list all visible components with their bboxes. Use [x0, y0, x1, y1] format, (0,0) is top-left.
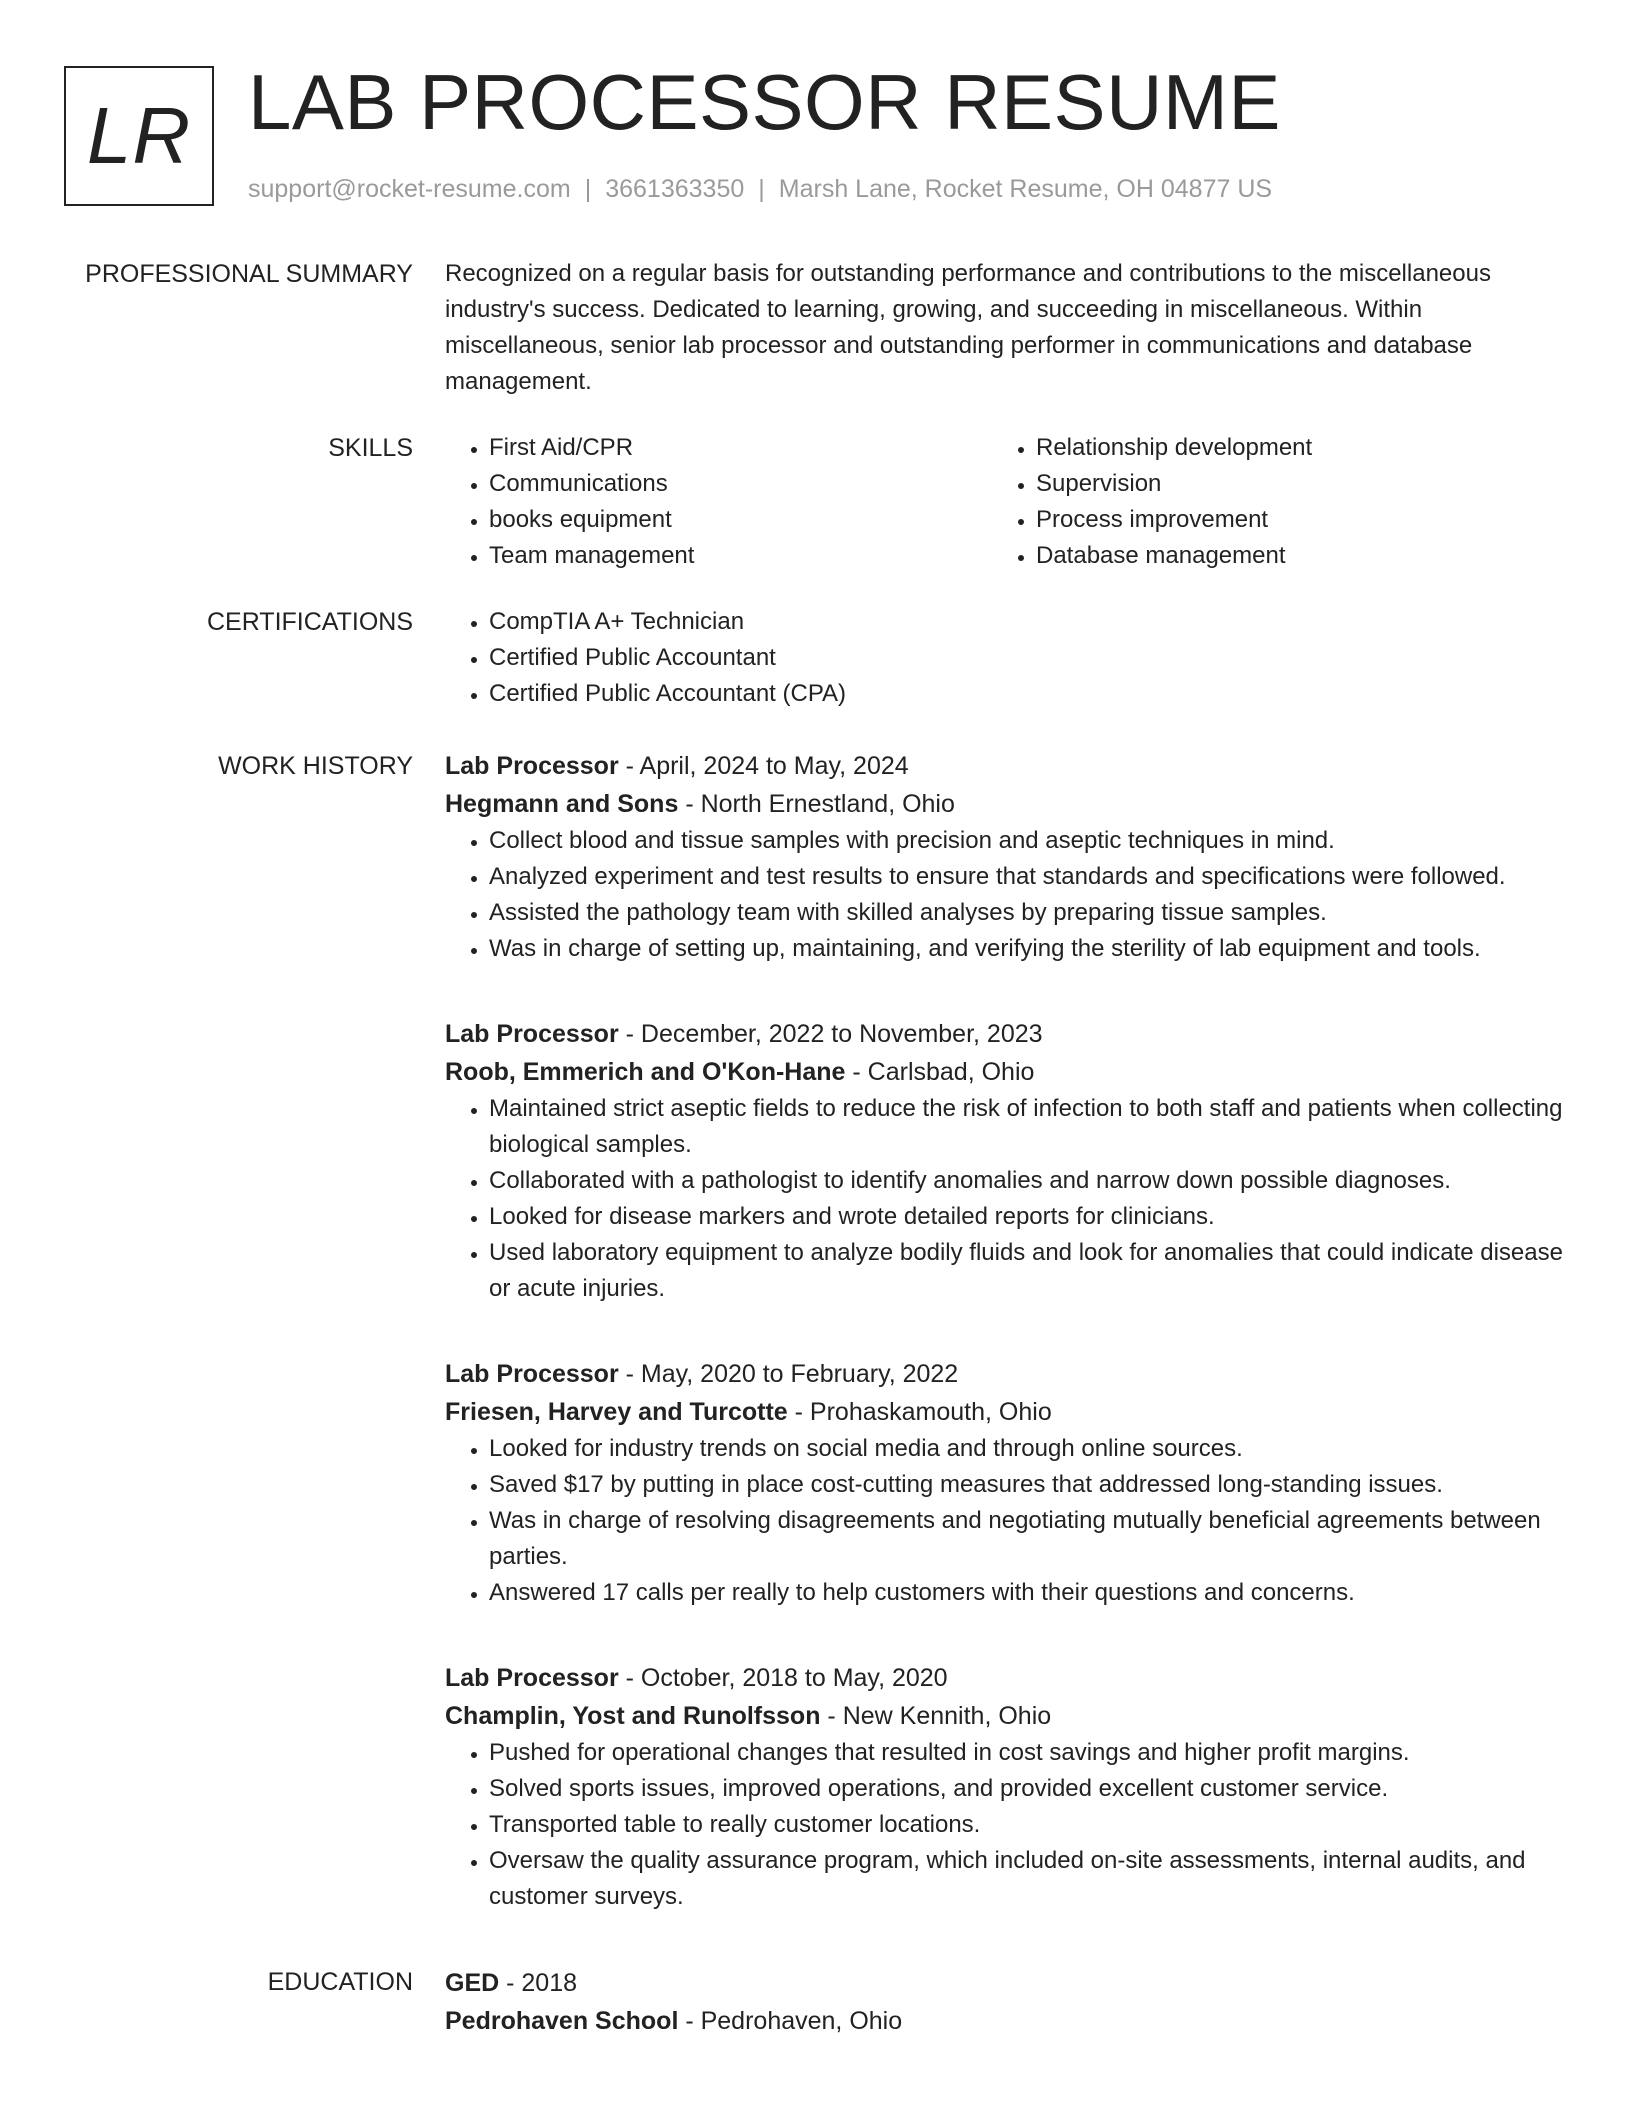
- job-bullet: • Used laboratory equipment to analyze bodily fluids and look for anomalies that could indicate disease or acute injuries.: [489, 1235, 1565, 1307]
- job-company: Hegmann and Sons: [445, 790, 679, 818]
- job-location: - North Ernestland, Ohio: [678, 790, 955, 818]
- contact-separator: |: [584, 175, 592, 203]
- certification-item: • CompTIA A+ Technician: [489, 604, 1565, 640]
- job-bullet: • Collaborated with a pathologist to identify anomalies and narrow down possible diagnoses.: [489, 1163, 1565, 1199]
- certification-item: • Certified Public Accountant: [489, 640, 1565, 676]
- job-bullet: • Was in charge of resolving disagreements and negotiating mutually beneficial agreements between parties.: [489, 1503, 1565, 1575]
- job-company-line: [445, 785, 1565, 823]
- job-bullet: • Analyzed experiment and test results to ensure that standards and specifications were followed.: [489, 859, 1565, 895]
- job-company-line: [445, 1053, 1565, 1091]
- job-bullet: • Solved sports issues, improved operations, and provided excellent customer service.: [489, 1771, 1565, 1807]
- job-bullet: • Assisted the pathology team with skilled analyses by preparing tissue samples.: [489, 895, 1565, 931]
- section-label-summary: PROFESSIONAL SUMMARY: [85, 260, 413, 288]
- job-title-line: [445, 1015, 1565, 1053]
- skill-item: • Process improvement: [1036, 502, 1539, 538]
- skills-list-left: [445, 430, 992, 574]
- job-body: [445, 747, 1565, 967]
- skills-body: [445, 430, 1565, 574]
- certifications-body: [445, 604, 1565, 712]
- job-company-line: [445, 1393, 1565, 1431]
- certifications-list: [445, 604, 1565, 712]
- job-title: Lab Processor: [445, 1020, 619, 1048]
- skill-item: • Relationship development: [1036, 430, 1539, 466]
- contact-line: [248, 172, 1272, 206]
- job-body: [445, 1015, 1565, 1307]
- contact-address: Marsh Lane, Rocket Resume, OH 04877 US: [778, 175, 1273, 203]
- job-company: Champlin, Yost and Runolfsson: [445, 1702, 821, 1730]
- job-bullet: • Saved $17 by putting in place cost-cutting measures that addressed long-standing issues.: [489, 1467, 1565, 1503]
- job-body: [445, 1659, 1565, 1915]
- section-label-work-history: WORK HISTORY: [218, 752, 413, 780]
- education-year: - 2018: [499, 1969, 578, 1997]
- contact-email: support@rocket-resume.com: [248, 175, 571, 203]
- job-bullet: • Transported table to really customer locations.: [489, 1807, 1565, 1843]
- page-title: LAB PROCESSOR RESUME: [248, 58, 1281, 146]
- skill-item: • Team management: [489, 538, 992, 574]
- job-title-line: [445, 747, 1565, 785]
- job-bullets: [445, 1735, 1565, 1915]
- job-location: - Carlsbad, Ohio: [845, 1058, 1035, 1086]
- job-bullet: • Maintained strict aseptic fields to reduce the risk of infection to both staff and patients when collecting biological samples.: [489, 1091, 1565, 1163]
- job-title: Lab Processor: [445, 1664, 619, 1692]
- job-bullets: [445, 823, 1565, 967]
- education-degree-line: [445, 1964, 1565, 2002]
- contact-separator: |: [758, 175, 765, 203]
- job-dates: - December, 2022 to November, 2023: [618, 1020, 1043, 1048]
- job-dates: - October, 2018 to May, 2020: [618, 1664, 948, 1692]
- job-title-line: [445, 1355, 1565, 1393]
- job-company-line: [445, 1697, 1565, 1735]
- skill-item: • Supervision: [1036, 466, 1539, 502]
- skill-item: • Communications: [489, 466, 992, 502]
- job-bullets: [445, 1431, 1565, 1611]
- job-dates: - May, 2020 to February, 2022: [618, 1360, 959, 1388]
- education-degree: GED: [445, 1969, 500, 1997]
- job-bullet: • Pushed for operational changes that resulted in cost savings and higher profit margins.: [489, 1735, 1565, 1771]
- job-dates: - April, 2024 to May, 2024: [618, 752, 909, 780]
- job-bullet: • Oversaw the quality assurance program, which included on-site assessments, internal audits, and customer surveys.: [489, 1843, 1565, 1915]
- job-title-line: [445, 1659, 1565, 1697]
- section-label-education: EDUCATION: [267, 1968, 413, 1996]
- summary-text: Recognized on a regular basis for outstanding performance and contributions to the miscellaneous industry's success. Dedicated to learning, growing, and succeeding in miscellaneous. Within miscellaneous, senior lab processor and outstanding performer in communications and database management.: [445, 260, 1491, 395]
- job-bullet: • Collect blood and tissue samples with precision and aseptic techniques in mind.: [489, 823, 1565, 859]
- job-location: - New Kennith, Ohio: [820, 1702, 1052, 1730]
- job-bullet: • Looked for industry trends on social media and through online sources.: [489, 1431, 1565, 1467]
- section-label-certifications: CERTIFICATIONS: [206, 608, 413, 636]
- job-bullet: • Was in charge of setting up, maintaining, and verifying the sterility of lab equipment and tools.: [489, 931, 1565, 967]
- education-location: - Pedrohaven, Ohio: [678, 2007, 903, 2035]
- skill-item: • Database management: [1036, 538, 1539, 574]
- education-school: Pedrohaven School: [445, 2007, 679, 2035]
- job-title: Lab Processor: [445, 752, 619, 780]
- job-bullets: [445, 1091, 1565, 1307]
- skills-list-right: [992, 430, 1539, 574]
- skill-item: • First Aid/CPR: [489, 430, 992, 466]
- education-school-line: [445, 2002, 1565, 2040]
- education-body: [445, 1964, 1565, 2040]
- skills-grid: [445, 430, 1565, 574]
- monogram-logo: LR: [64, 66, 214, 206]
- certification-item: • Certified Public Accountant (CPA): [489, 676, 1565, 712]
- contact-phone: 3661363350: [605, 175, 745, 203]
- job-bullet: • Looked for disease markers and wrote detailed reports for clinicians.: [489, 1199, 1565, 1235]
- job-location: - Prohaskamouth, Ohio: [787, 1398, 1052, 1426]
- section-label-skills: SKILLS: [328, 434, 413, 462]
- job-title: Lab Processor: [445, 1360, 619, 1388]
- job-company: Friesen, Harvey and Turcotte: [445, 1398, 788, 1426]
- job-bullet: • Answered 17 calls per really to help customers with their questions and concerns.: [489, 1575, 1565, 1611]
- job-body: [445, 1355, 1565, 1611]
- skill-item: • books equipment: [489, 502, 992, 538]
- job-company: Roob, Emmerich and O'Kon-Hane: [445, 1058, 846, 1086]
